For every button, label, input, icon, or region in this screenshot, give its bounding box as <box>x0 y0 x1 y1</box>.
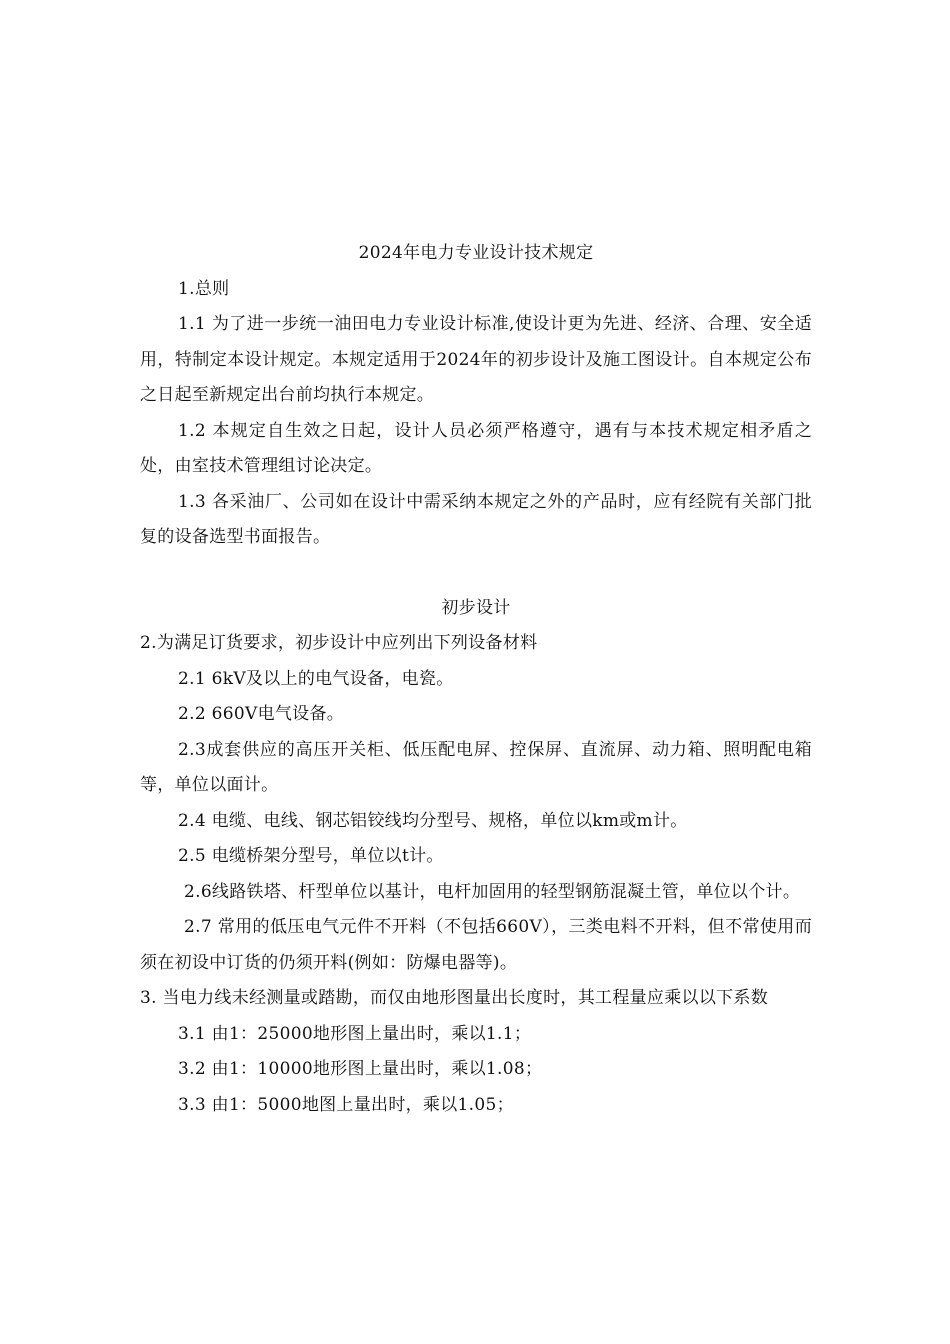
clause-2-3: 2.3成套供应的高压开关柜、低压配电屏、控保屏、直流屏、动力箱、照明配电箱等，单位以面计。 <box>140 739 812 795</box>
section-2-heading: 2.为满足订货要求，初步设计中应列出下列设备材料 <box>140 633 538 653</box>
section-3-heading: 3. 当电力线未经测量或踏勘，而仅由地形图量出长度时，其工程量应乘以以下系数 <box>140 988 769 1008</box>
clause-1-1: 1.1 为了进一步统一油田电力专业设计标准,使设计更为先进、经济、合理、安全适用，特制定本设计规定。本规定适用于2024年的初步设计及施工图设计。自本规定公布之日起至新规定出台前均执行本规定。 <box>140 314 812 405</box>
section-1-heading: 1.总则 <box>178 278 230 299</box>
clause-2-6: 2.6线路铁塔、杆型单位以基计，电杆加固用的轻型钢筋混凝土管，单位以个计。 <box>184 881 801 902</box>
clause-2-4: 2.4 电缆、电线、钢芯铝铰线均分型号、规格，单位以km或m计。 <box>178 810 688 831</box>
paragraph-spacer <box>140 556 812 591</box>
clause-3-3: 3.3 由1：5000地图上量出时，乘以1.05； <box>178 1094 514 1115</box>
clause-3-2: 3.2 由1：10000地形图上量出时，乘以1.08； <box>178 1059 543 1079</box>
clause-3-1: 3.1 由1：25000地形图上量出时，乘以1.1； <box>178 1023 532 1044</box>
clause-2-2: 2.2 660V电气设备。 <box>178 704 345 724</box>
document-body <box>140 236 812 1123</box>
clause-2-1: 2.1 6kV及以上的电气设备，电瓷。 <box>178 668 454 689</box>
section-title-preliminary-design: 初步设计 <box>441 597 511 618</box>
clause-2-7: 2.7 常用的低压电气元件不开料（不包括660V），三类电料不开料，但不常使用而须在初设中订货的仍须开料(例如：防爆电器等)。 <box>140 917 812 973</box>
clause-1-2: 1.2 本规定自生效之日起，设计人员必须严格遵守，遇有与本技术规定相矛盾之处，由室技术管理组讨论决定。 <box>140 420 812 476</box>
clause-2-5: 2.5 电缆桥架分型号，单位以t计。 <box>178 846 444 866</box>
clause-1-3: 1.3 各采油厂、公司如在设计中需采纳本规定之外的产品时，应有经院有关部门批复的设备选型书面报告。 <box>140 491 812 547</box>
document-title: 2024年电力专业设计技术规定 <box>358 243 594 263</box>
